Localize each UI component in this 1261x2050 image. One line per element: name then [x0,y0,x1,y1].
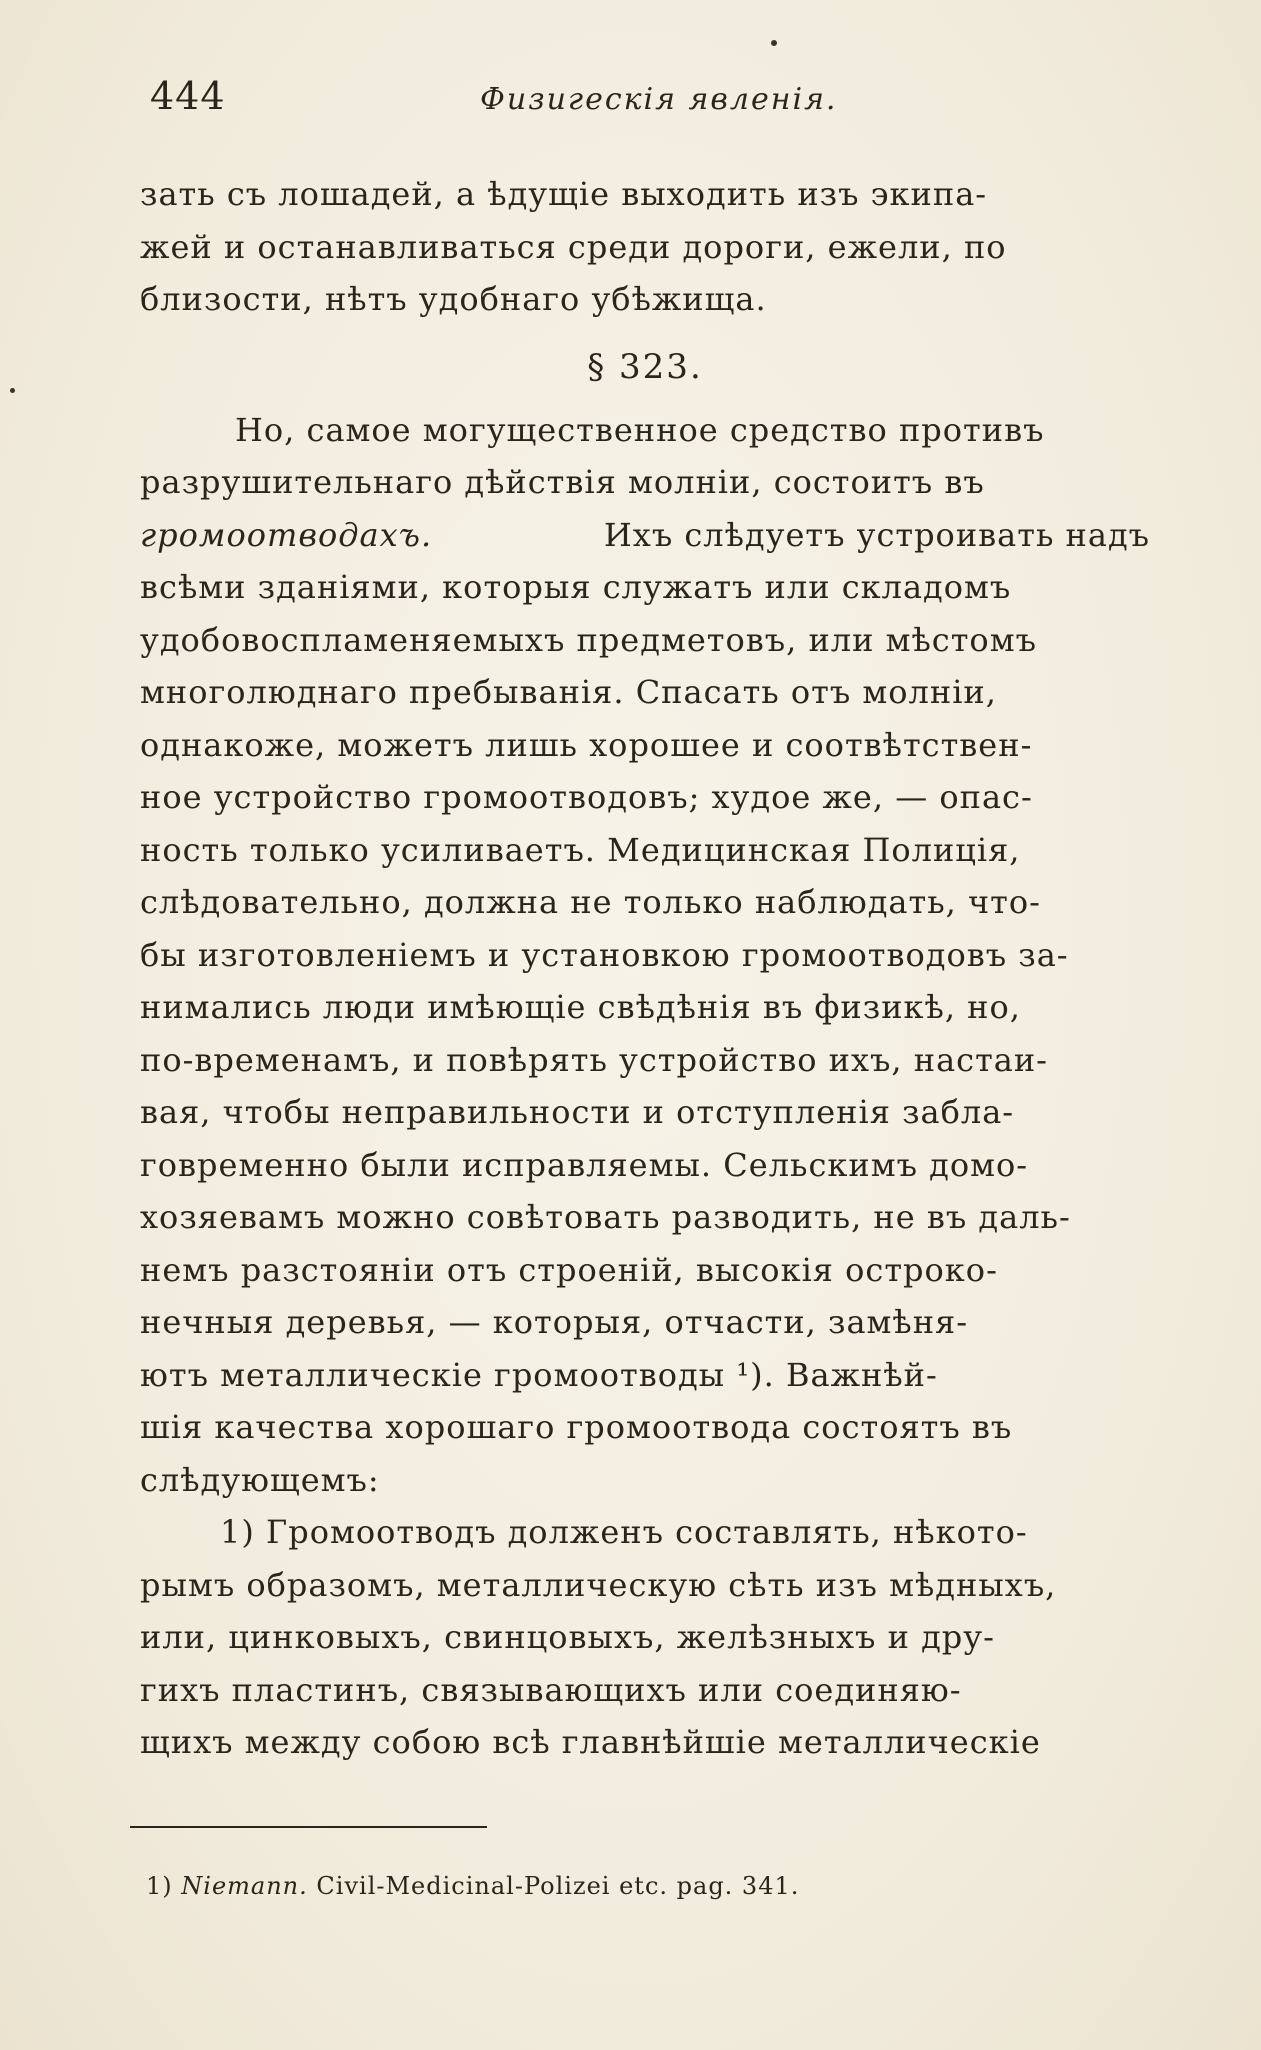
text-line: бы изготовленіемъ и установкою громоотводовъ за- [140,935,1069,974]
text-line: Но, самое могущественное средство противъ [235,410,1045,449]
text-line: слѣдовательно, должна не только наблюдать, что- [140,883,1041,921]
footnote-marker: 1) [146,1872,173,1900]
text-line: ность только усиливаетъ. Медицинская Полиція, [140,830,1021,869]
text-line: или, цинковыхъ, свинцовыхъ, желѣзныхъ и дру- [140,1618,995,1656]
paper-speck [771,40,777,46]
footnote-text: Civil-Medicinal-Polizei etc. pag. 341. [316,1872,800,1900]
text-line: говременно были исправляемы. Сельскимъ домо- [140,1145,1029,1184]
text-line: зать съ лошадей, а ѣдущіе выходить изъ экипа- [140,175,988,213]
text-line: хозяевамъ можно совѣтовать разводить, не въ даль- [140,1198,1071,1236]
text-line: немъ разстояніи отъ строеній, высокія остроко- [140,1250,998,1289]
text-line: нечныя деревья, — которыя, отчасти, замѣня- [140,1303,969,1341]
text-line: шія качества хорошаго громоотвода состоятъ въ [140,1408,1013,1446]
text-line [140,509,1150,562]
paper-speck [10,388,15,393]
footnote-divider [130,1826,487,1828]
text-line: вая, чтобы неправильности и отступленія забла- [140,1093,1015,1131]
text-line: всѣми зданіями, которыя служатъ или складомъ [140,568,1012,606]
text-line: слѣдующемъ: [140,1460,380,1499]
footnote [146,1872,799,1900]
text-line: ное устройство громоотводовъ; худое же, — опас- [140,778,1033,816]
text-line: удобовоспламеняемыхъ предметовъ, или мѣстомъ [140,620,1037,659]
text-line: ютъ металлическіе громоотводы ¹). Важнѣй- [140,1355,938,1394]
text-line: близости, нѣтъ удобнаго убѣжища. [140,280,767,318]
text-line: рымъ образомъ, металлическую сѣть изъ мѣдныхъ, [140,1565,1057,1604]
footnote-author: Niemann. [181,1872,308,1900]
text-line: 1) Громоотводъ долженъ составлять, нѣкото- [220,1513,1028,1551]
text-line: гихъ пластинъ, связывающихъ или соединяю- [140,1670,962,1709]
text-line: щихъ между собою всѣ главнѣйшіе металлическіе [140,1723,1041,1761]
page-number: 444 [150,74,226,118]
page-header [150,74,1150,124]
text-line: нимались люди имѣющіе свѣдѣнія въ физикѣ, но, [140,988,1021,1026]
body-text [140,168,1150,1769]
text-line: по-временамъ, и повѣрять устройство ихъ, настаи- [140,1040,1048,1079]
text-line: разрушительнаго дѣйствія молніи, состоитъ въ [140,463,985,501]
text-line: многолюднаго пребыванія. Спасать отъ молніи, [140,673,997,711]
running-title: Физигескія явленія. [480,82,838,117]
text-line: однакоже, можетъ лишь хорошее и соотвѣтствен- [140,725,1033,764]
text-fragment: Ихъ слѣдуетъ устроивать надъ [603,515,1150,554]
text-line: жей и останавливаться среди дороги, ежели, по [140,227,1007,266]
section-heading: § 323. [587,346,703,387]
italic-term: громоотводахъ. [140,515,433,554]
